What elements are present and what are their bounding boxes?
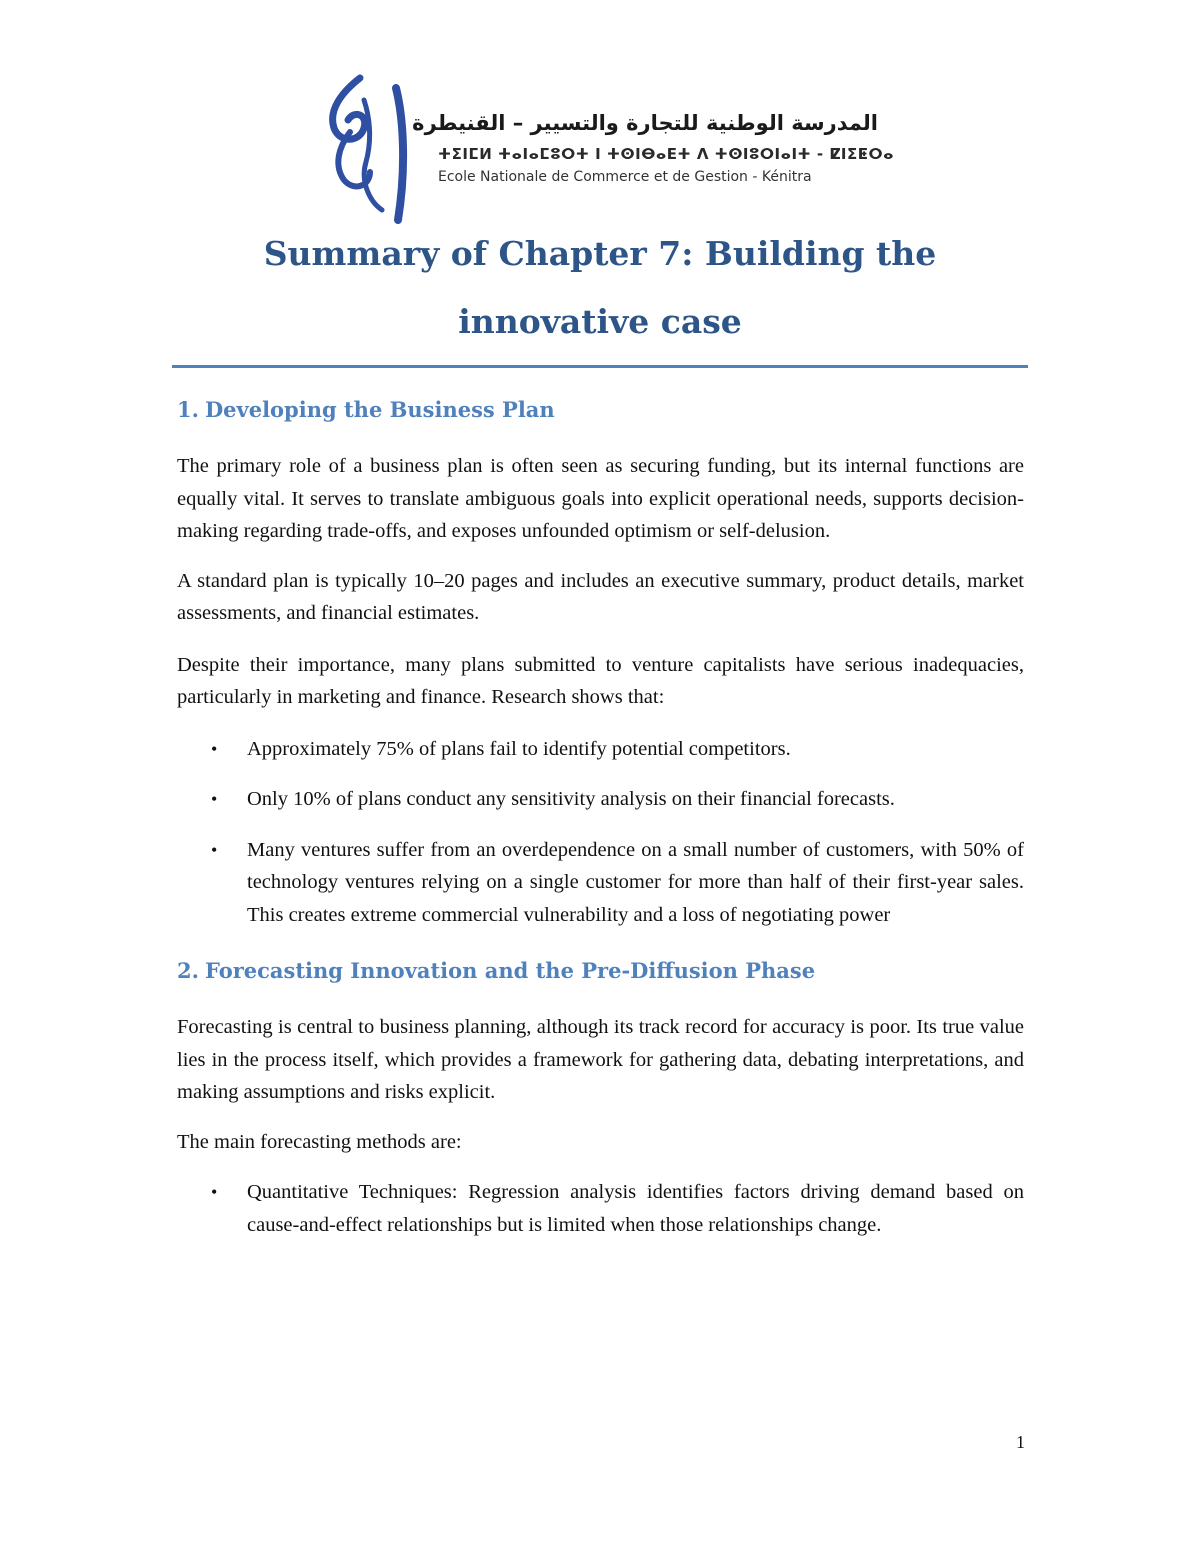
list-item-text: Quantitative Techniques: Regression analysis identifies factors driving demand based on cause-and-effect relationships but is limited when those relationships change. (247, 1181, 1024, 1236)
logo-text-block (412, 108, 894, 188)
paragraph: Despite their importance, many plans submitted to venture capitalists have serious inadequacies, particularly in marketing and finance. Research shows that: (177, 653, 1024, 708)
section-heading (177, 951, 1024, 991)
section-title: Developing the Business Plan (204, 397, 555, 422)
logo-arabic-name: المدرسة الوطنية للتجارة والتسيير – القنيطرة (412, 111, 878, 135)
document-title: Summary of Chapter 7: Building the innovative case (263, 234, 937, 341)
paragraph: Forecasting is central to business planning, although its track record for accuracy is poor. Its true value lies in the process itself, which provides a framework for gathering data, debating interpretations, and making assumptions and risks explicit. (177, 1016, 1024, 1103)
section-number: 2. (177, 958, 199, 983)
title-underline (172, 365, 1028, 368)
page-number: 1 (1016, 1432, 1025, 1452)
bullet-list (177, 1176, 1024, 1241)
bullet-icon: • (211, 1182, 218, 1202)
section-heading (177, 390, 1024, 430)
list-item (177, 1176, 1024, 1241)
section-number: 1. (177, 397, 199, 422)
bullet-icon: • (211, 839, 218, 860)
school-emblem-icon (320, 70, 420, 225)
list-item (177, 733, 1024, 766)
section-title: Forecasting Innovation and the Pre-Diffusion Phase (204, 958, 816, 983)
list-item-text: Approximately 75% of plans fail to identify potential competitors. (247, 737, 791, 760)
list-item (177, 783, 1024, 816)
paragraph: A standard plan is typically 10–20 pages and includes an executive summary, product details, market assessments, and financial estimates. (177, 569, 1024, 624)
paragraph: The primary role of a business plan is often seen as securing funding, but its internal functions are equally vital. It serves to translate ambiguous goals into explicit operational needs, supports decision-making regarding trade-offs, and exposes unfounded optimism or self-delusion. (177, 455, 1024, 542)
bullet-icon: • (211, 789, 218, 809)
paragraph: The main forecasting methods are: (177, 1130, 462, 1153)
bullet-icon: • (211, 738, 218, 759)
bullet-list (177, 733, 1024, 932)
school-logo (320, 70, 894, 230)
logo-french-name: Ecole Nationale de Commerce et de Gestion - Kénitra (438, 169, 812, 185)
list-item-text: Only 10% of plans conduct any sensitivity analysis on their financial forecasts. (247, 788, 895, 810)
logo-tifinagh-name: ⵜⵉⵏⵎⵍ ⵜⴰⵏⴰⵎⵓⵔⵜ ⵏ ⵜⵙⵏⴱⴰⴹⵜ ⴷ ⵜⵙⵏⵓⵔⵏⴰⵏⵜ - ⵇⵏⵉⵟⵔⴰ (438, 145, 894, 163)
document-body (177, 390, 1024, 1241)
list-item-text: Many ventures suffer from an overdependence on a small number of customers, with 50% of technology ventures relying on a single customer for more than half of their first-year sales. This creates extreme commercial vulnerability and a loss of negotiating power (247, 838, 1024, 926)
list-item (177, 834, 1024, 932)
